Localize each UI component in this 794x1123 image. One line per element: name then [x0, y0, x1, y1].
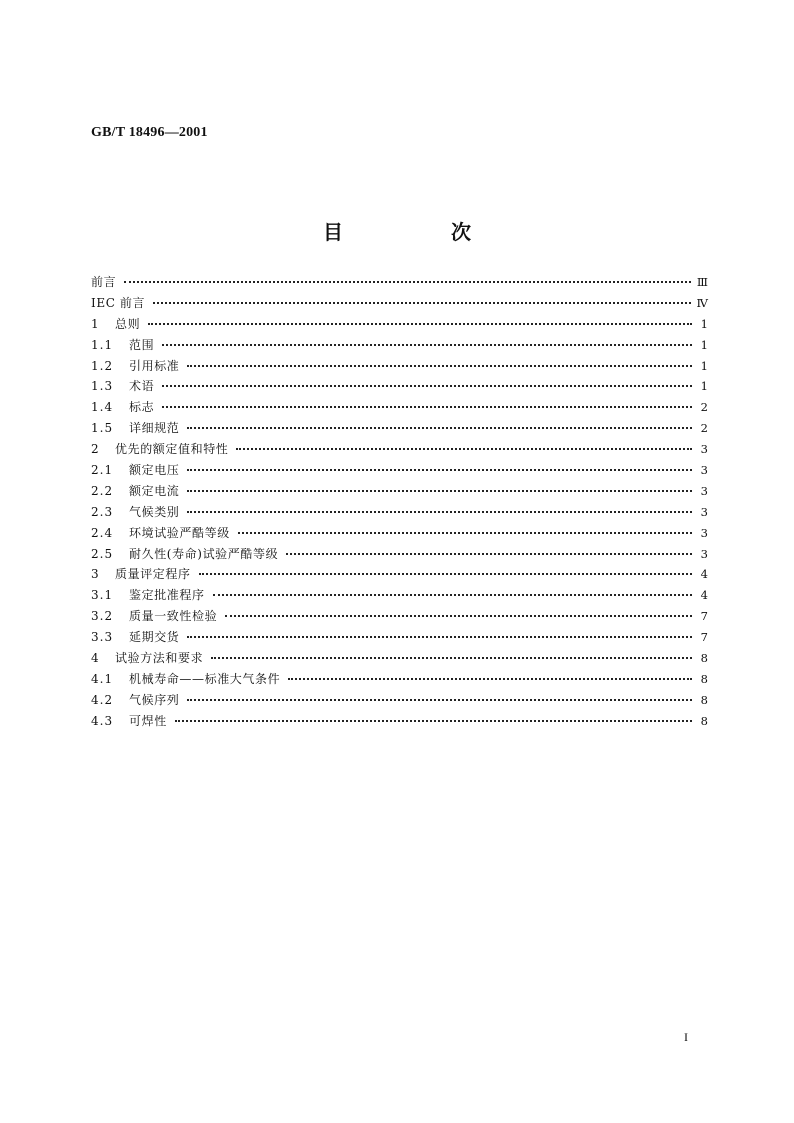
toc-entry-number: 2.1	[91, 463, 114, 478]
toc-entry[interactable]	[91, 460, 708, 481]
toc-entry-title: 术语	[129, 379, 155, 394]
page-number: I	[684, 1030, 688, 1044]
toc-entry[interactable]	[91, 627, 708, 648]
toc-dot-leader	[175, 720, 692, 722]
toc-entry-number: 4.2	[91, 692, 114, 707]
toc-entry[interactable]	[91, 439, 708, 460]
toc-dot-leader	[286, 553, 692, 555]
toc-entry[interactable]	[91, 376, 708, 397]
toc-entry-title: 前言	[91, 275, 117, 289]
toc-entry[interactable]	[91, 669, 708, 690]
toc-dot-leader	[187, 365, 692, 367]
toc-dot-leader	[187, 636, 692, 638]
toc-entry-page: 7	[700, 609, 708, 624]
table-of-contents	[91, 272, 708, 732]
toc-entry[interactable]	[91, 690, 708, 711]
toc-entry-title: 鉴定批准程序	[129, 588, 205, 603]
toc-dot-leader	[187, 699, 692, 701]
toc-entry-title: 机械寿命——标准大气条件	[129, 671, 281, 686]
toc-dot-leader	[148, 323, 692, 325]
toc-entry-page: 3	[700, 442, 708, 457]
toc-entry-page: 3	[700, 483, 708, 498]
toc-entry[interactable]	[91, 711, 708, 732]
toc-dot-leader	[225, 615, 692, 617]
toc-entry-number: 2	[91, 442, 100, 457]
toc-entry-number: 2.4	[91, 525, 114, 540]
toc-entry-number: 4.3	[91, 713, 114, 728]
toc-dot-leader	[162, 406, 692, 408]
toc-entry-page: 7	[700, 630, 708, 645]
toc-entry-page: 3	[700, 525, 708, 540]
toc-entry[interactable]	[91, 648, 708, 669]
toc-dot-leader	[187, 490, 692, 492]
toc-entry-number: 1.2	[91, 358, 114, 373]
toc-dot-leader	[124, 281, 691, 283]
toc-entry-title: 总则	[115, 316, 141, 331]
toc-entry-page: Ⅳ	[696, 295, 708, 310]
toc-entry-page: 1	[700, 337, 708, 352]
toc-dot-leader	[288, 678, 692, 680]
toc-entry-page: 1	[700, 316, 708, 331]
toc-entry-number: 2.3	[91, 504, 114, 519]
toc-entry[interactable]	[91, 564, 708, 585]
toc-entry[interactable]	[91, 523, 708, 544]
toc-entry[interactable]	[91, 418, 708, 439]
toc-entry[interactable]	[91, 293, 708, 314]
toc-entry-page: 8	[700, 713, 708, 728]
toc-entry-title: 质量一致性检验	[129, 609, 218, 624]
toc-entry-page: 4	[700, 567, 708, 582]
toc-entry-page: 8	[700, 692, 708, 707]
toc-dot-leader	[211, 657, 692, 659]
toc-entry-page: 1	[700, 379, 708, 394]
toc-entry-page: 2	[700, 400, 708, 415]
toc-entry-number: 2.5	[91, 546, 114, 561]
toc-entry[interactable]	[91, 272, 708, 293]
toc-entry-title: 额定电压	[129, 463, 180, 478]
toc-entry-title: 耐久性(寿命)试验严酷等级	[129, 546, 279, 561]
toc-entry[interactable]	[91, 544, 708, 565]
toc-entry[interactable]	[91, 481, 708, 502]
toc-entry-page: 2	[700, 421, 708, 436]
toc-entry-number: 1	[91, 316, 100, 331]
toc-dot-leader	[187, 427, 692, 429]
toc-entry-number: 1.1	[91, 337, 114, 352]
toc-entry[interactable]	[91, 397, 708, 418]
toc-dot-leader	[199, 573, 692, 575]
toc-entry-page: 4	[700, 588, 708, 603]
toc-dot-leader	[238, 532, 692, 534]
toc-entry[interactable]	[91, 356, 708, 377]
toc-entry-title: IEC 前言	[91, 295, 146, 310]
toc-entry[interactable]	[91, 314, 708, 335]
toc-entry-number: 4.1	[91, 671, 114, 686]
toc-entry-title: 可焊性	[129, 713, 167, 728]
toc-dot-leader	[162, 385, 692, 387]
toc-entry-page: 1	[700, 358, 708, 373]
toc-entry-number: 1.3	[91, 379, 114, 394]
toc-entry-number: 3.1	[91, 588, 114, 603]
toc-entry-number: 3	[91, 567, 100, 582]
toc-dot-leader	[153, 302, 690, 304]
toc-entry-title: 范围	[129, 337, 155, 352]
toc-entry-page: Ⅲ	[696, 275, 708, 289]
toc-entry-number: 2.2	[91, 483, 114, 498]
toc-entry-number: 1.4	[91, 400, 114, 415]
toc-entry-title: 质量评定程序	[115, 567, 191, 582]
toc-entry-number: 3.2	[91, 609, 114, 624]
toc-entry[interactable]	[91, 585, 708, 606]
toc-title: 目 次	[323, 220, 515, 244]
toc-entry-title: 延期交货	[129, 630, 180, 645]
toc-entry-title: 引用标准	[129, 358, 180, 373]
toc-dot-leader	[236, 448, 692, 450]
toc-entry-title: 优先的额定值和特性	[115, 442, 229, 457]
toc-entry-number: 1.5	[91, 421, 114, 436]
toc-entry-title: 气候序列	[129, 692, 180, 707]
toc-entry-number: 3.3	[91, 630, 114, 645]
standard-number: GB/T 18496—2001	[91, 125, 208, 140]
toc-entry-title: 试验方法和要求	[115, 651, 204, 666]
toc-entry-title: 环境试验严酷等级	[129, 525, 230, 540]
toc-entry-title: 额定电流	[129, 483, 180, 498]
toc-entry[interactable]	[91, 606, 708, 627]
toc-entry-page: 3	[700, 504, 708, 519]
toc-entry-title: 标志	[129, 400, 155, 415]
toc-entry-title: 气候类别	[129, 504, 180, 519]
toc-dot-leader	[162, 344, 692, 346]
toc-dot-leader	[187, 511, 692, 513]
toc-entry-page: 3	[700, 463, 708, 478]
toc-entry-title: 详细规范	[129, 421, 180, 436]
toc-dot-leader	[213, 594, 692, 596]
toc-entry-page: 8	[700, 671, 708, 686]
toc-entry[interactable]	[91, 335, 708, 356]
toc-entry-number: 4	[91, 651, 100, 666]
toc-entry-page: 8	[700, 651, 708, 666]
toc-entry-page: 3	[700, 546, 708, 561]
toc-dot-leader	[187, 469, 692, 471]
toc-entry[interactable]	[91, 502, 708, 523]
